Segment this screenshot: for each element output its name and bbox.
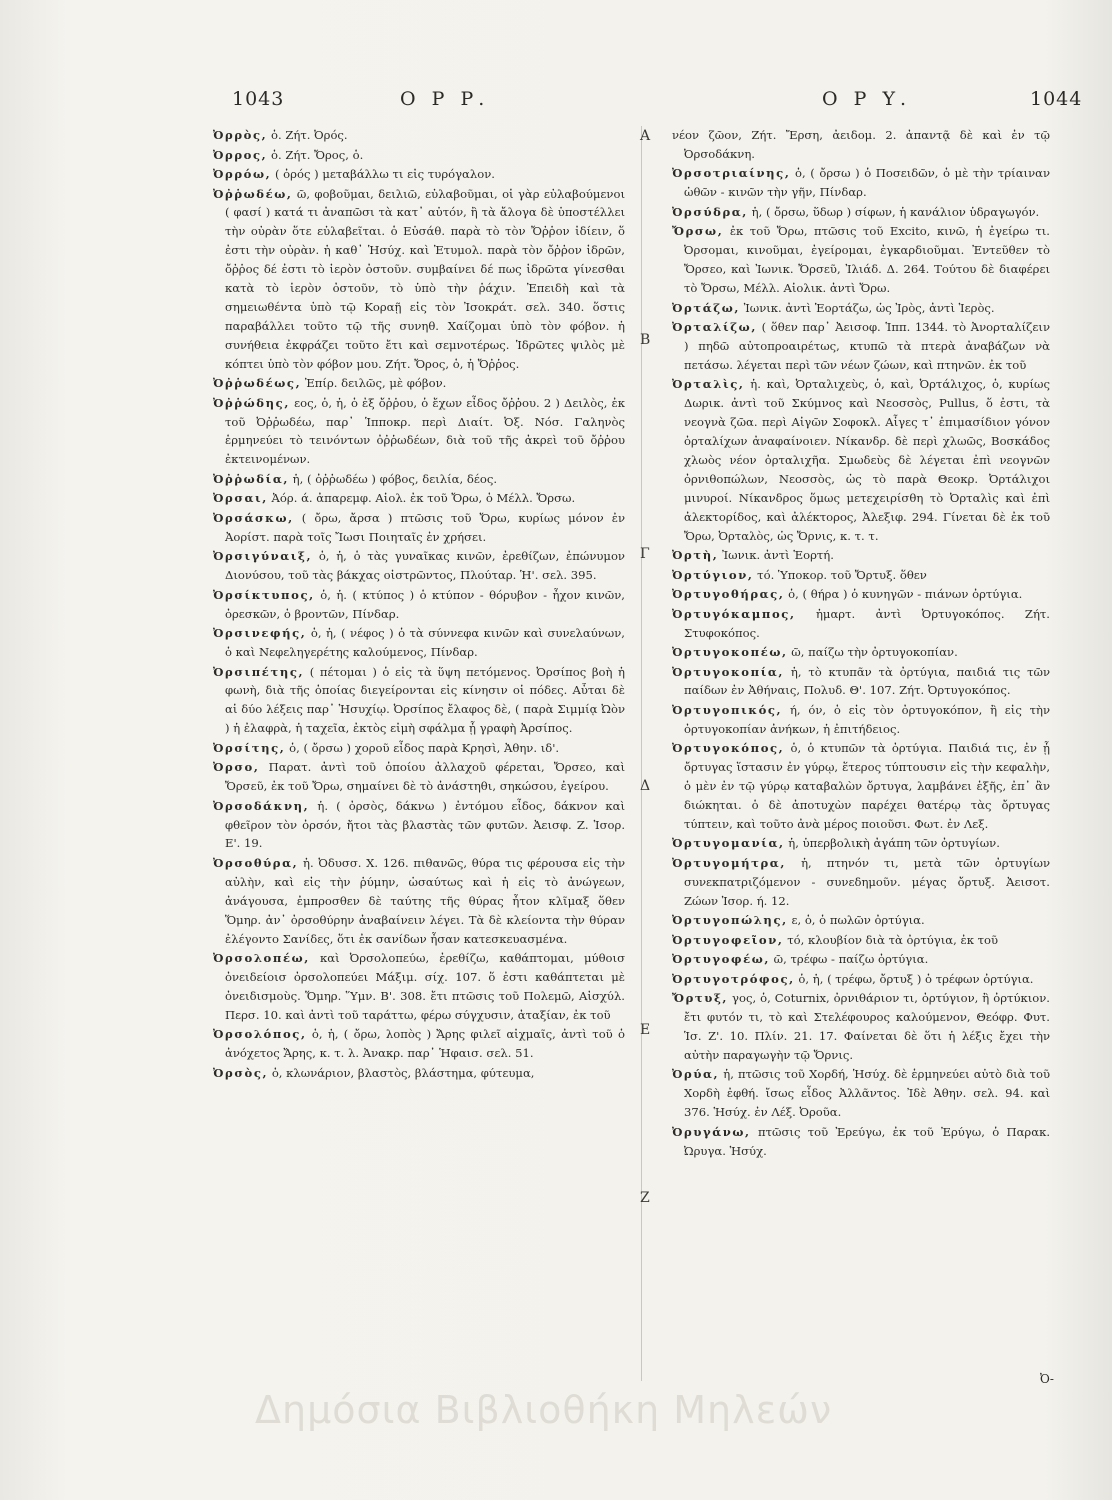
entry-definition: καὶ Ὀρσολοπεύω, ἐρεθίζω, καθάπτομαι, μύθοισ ὀνειδείοισ ὀρσολοπεύει Μάξιμ. σίχ. 107. ὅ ἐστι καθάπτεται μὲ ὀνειδισμοὺς. Ὅμηρ. Ὕμν. Β'. 308. ἔτι πτῶσις τοῦ Πολεμῶ, Αἰσχύλ. Περσ. 10. καὶ ἀντὶ τοῦ ταράττω, φέρω σύγχυσιν, ἀταξίαν, ἐκ τοῦ [225,951,625,1022]
dictionary-entry [213,949,625,1025]
entry-headword: Ὀρσολοπέω, [213,951,310,966]
dictionary-entry [672,222,1050,298]
entry-definition: ὁ, ἡ. ( κτύπος ) ὁ κτύπον - θόρυβον - ἦχον κινῶν, ὀρεσκῶν, ὁ βροντῶν, Πίνδαρ. [225,587,625,621]
entry-headword: Ὀῤῥωδέως, [213,376,302,391]
entry-definition: Ἐπίρ. δειλῶς, μὲ φόβον. [301,376,447,391]
entry-headword: Ὄρσω, [672,224,724,239]
entry-headword: Ὀρσιπέτης, [213,664,305,679]
entry-headword: Ὀρσο, [213,760,260,775]
section-marker: Β [640,332,651,348]
dictionary-entry [213,586,625,624]
dictionary-entry [672,854,1050,911]
dictionary-entry [213,663,625,739]
dictionary-entry [672,375,1050,545]
entry-definition: ἡ, ( ὄρσω, ὕδωρ ) σίφων, ἡ κανάλιον ὑδραγωγόν. [747,204,1040,219]
entry-headword: Ὀρσαι, [213,491,268,506]
entry-definition: Ἰωνικ. ἀντὶ Ἑορτάζω, ὡς Ἰρὸς, ἀντὶ Ἱερὸς. [740,300,995,315]
entry-headword: Ὀρσίτης, [213,740,286,755]
entry-definition: ὁ, ( ὄρσω ) ὁ Ποσειδῶν, ὁ μὲ τὴν τρίαιναν ὠθῶν - κινῶν τὴν γῆν, Πίνδαρ. [684,166,1050,200]
dictionary-entry [672,164,1050,202]
entry-headword: Ὀρταλίζω, [672,320,757,335]
entry-definition: τό, κλουβίον διὰ τὰ ὀρτύγια, ἐκ τοῦ [783,932,999,947]
page-header [0,88,1112,118]
entry-headword: Ὀρταλὶς, [672,377,745,392]
entry-headword: Ὀρτὴ, [672,548,719,563]
entry-headword: Ὀρτάζω, [672,300,741,315]
entry-headword: Ὀρσινεφής, [213,626,307,641]
entry-definition: ῶ, φοβοῦμαι, δειλιῶ, εὐλαβοῦμαι, οἱ γὰρ εὐλαβούμενοι ( φασί ) κατά τι ἀναπῶσι τὰ κατ᾿ αὐτόν, ἢ τὰ ἄλογα δὲ ὑποστέλλει τὴν οὐρὰν ὅτε εὐλαβεῖται. ὁ Εὐσάθ. παρὰ τὸ τὸν Ὄῤῥον ἰδίειν, ὅ ἐστι τὴν οὐρὰν. ἡ καθ᾿ Ἡσύχ. καὶ Ἐτυμολ. παρὰ τὸν ὄῤῥον ἱδρῶν, ὄῤῥος δέ ἐστι τὸ ἱερὸν ὀστοῦν. συμβαίνει δέ πως ἱδρῶτα γίνεσθαι κατὰ τὸ ἱερὸν ὀστοῦν, τὸ ὑπὸ τὴν ῥάχιν. Ἐπειδὴ καὶ τὰ σημειωθέντα ὑπὸ τῷ Κοραῇ εἰς τὸν Ἰσοκράτ. σελ. 340. ὅστις παραβάλλει τοῦτο τῷ τῆς συνηθ. Χαίζομαι ὑπὸ τὸν φόβον. ἡ συνήθεια ἐκφράζει τοῦτο ἔτι καὶ σεμνοτέρως. Ἱδρῶτες ψιλὸς μὲ κόπτει ὑπὸ τὸν φόβον μου. Ζήτ. Ὄρος, ὁ, ἡ Ὄῤῥος. [225,186,625,371]
entry-definition: ἡ. Ὀδυσσ. Χ. 126. πιθανῶς, θύρα τις φέρουσα εἰς τὴν αὐλὴν, καὶ εἰς τὴν ῥύμην, ὡσαύτως καὶ ἡ εἰς τὸ ἀνώγεων, ἀνάγουσα, ἐμπροσθεν δὲ ταύτης τῆς θύρας ἦτον κλῖμαξ ὅθεν Ὅμηρ. ἀν᾿ ὀρσοθύρην ἀναβαίνειν λέγει. Τὰ δὲ κλείοντα τὴν θύραν ἐλέγοντο Σανίδες, ὅτι ἐκ σανίδων ἦσαν κατεσκευασμένα. [225,855,625,946]
entry-definition: ὁ. Ζήτ. Ὀρός. [267,128,348,142]
library-watermark: Δημόσια Βιβλιοθήκη Μηλεών [255,1388,833,1432]
section-marker: Γ [640,546,650,562]
entry-headword: Ὀρτυγοφεῖον, [672,932,784,947]
dictionary-entry [213,146,625,165]
entry-headword: Ὀῤῥωδέω, [213,186,293,201]
entry-headword: Ὀρσίκτυπος, [213,587,315,602]
entry-headword: Ὀρτυγόκαμπος, [672,606,796,621]
entry-headword: Ὀρτυγοθήρας, [672,587,785,602]
entry-definition: ( ὀρός ) μεταβάλλω τι εἰς τυρόγαλον. [271,167,495,181]
dictionary-entry [672,970,1050,989]
page-number-right: 1044 [1030,88,1083,110]
section-marker: Ε [640,1022,651,1038]
section-marker: Ζ [640,1190,650,1206]
entry-definition: ῶ, τρέφω - παίζω ὀρτύγια. [770,952,929,967]
entry-definition: ἡ, πτηνόν τι, μετὰ τῶν ὀρτυγίων συνεκπατριζόμενον - συνεδημοῦν. μέγας ὄρτυξ. Ἀεισοτ. Ζώων Ἱσορ. ή. 12. [684,855,1050,908]
dictionary-entry [213,165,625,184]
entry-definition: Ἰωνικ. ἀντὶ Ἑορτή. [718,548,834,563]
entry-definition: ὁ, ἡ, ( ὄρω, λοπὸς ) Ἄρης φιλεῖ αἰχμαῖς, ἀντὶ τοῦ ὁ ἀνόχετος Ἄρης, κ. τ. λ. Ἀνακρ. παρ᾿ Ἡφαισ. σελ. 51. [225,1027,625,1061]
dictionary-entry [672,663,1050,701]
entry-definition: ε, ὁ, ὁ πωλῶν ὀρτύγια. [787,913,925,928]
entry-headword: Ὀρτυγοπικός, [672,702,783,717]
entry-headword: Ὀῤῥώδης, [213,395,290,410]
entry-definition: τό. Ὑποκορ. τοῦ Ὄρτυξ. ὅθεν [753,567,927,582]
entry-definition: ἡ. ( ὀρσὸς, δάκνω ) ἐντόμου εἶδος, δάκνον καὶ φθεῖρον τὸν ὀρσόν, ἤτοι τὰς βλαστὰς τῶν φυτῶν. Ἀεισφ. Ζ. Ἱσορ. Ε'. 19. [225,798,625,851]
dictionary-entry [672,643,1050,662]
dictionary-entry [213,374,625,393]
dictionary-entry [213,394,625,470]
running-head-right: Ο Ρ Υ. [822,88,912,110]
entry-headword: Ὀρτυγομήτρα, [672,855,786,870]
entry-definition: πτῶσις τοῦ Ἐρεύγω, ἐκ τοῦ Ἐρύγω, ὁ Παρακ. Ὠρυγα. Ἡσύχ. [684,1124,1050,1158]
entry-headword: Ὀρσιγύναιξ, [213,549,313,564]
dictionary-entry [213,1025,625,1063]
entry-definition: ( πέτομαι ) ὁ εἰς τὰ ὕψη πετόμενος. Ὀρσίπος βοὴ ἡ φωνὴ, διὰ τῆς ὁποίας διεγείρονται εἰς κίνησιν οἱ πόδες. Αὗται δὲ αἱ δύο λέξεις παρ᾿ Ἡσυχίῳ. Ὀρσίπος ἔλαφος δὲ, ( παρὰ Σιμμίᾳ Ὠὸν ) ἡ ἐλαφρὰ, ἡ ταχεῖα, ἐκτὸς εἰμὴ σφάλμα ᾖ γραφὴ Ἀρσίπος. [225,664,625,736]
dictionary-entry [213,126,625,145]
section-marker: Δ [640,778,651,794]
dictionary-entry [672,911,1050,930]
entry-headword: Ὀρρόω, [213,167,272,181]
dictionary-entry [213,624,625,662]
entry-headword: Ὀρτυγοτρόφος, [672,971,795,986]
entry-headword: Ὀρτύγιον, [672,567,754,582]
entry-headword: Ὀρσοθύρα, [213,855,299,870]
dictionary-entry [213,758,625,796]
dictionary-entry [672,126,1050,164]
entry-definition: ὁ, κλωνάριον, βλαστὸς, βλάστημα, φύτευμα, [268,1065,535,1080]
entry-headword: Ὀρσολόπος, [213,1027,307,1042]
entry-headword: Ὄρτυξ, [672,991,729,1006]
dictionary-entry [213,739,625,758]
dictionary-entry [672,1123,1050,1161]
entry-headword: Ὀρσάσκω, [213,510,294,525]
entry-headword: Ὀρσὸς, [213,1065,269,1080]
entry-headword: Ὀρτυγοκοπία, [672,664,785,679]
right-column [672,126,1050,1161]
page-number-left: 1043 [232,88,285,110]
dictionary-entry [672,834,1050,853]
entry-headword: Ὀῤῥωδία, [213,471,289,486]
entry-definition: ἡ, πτῶσις τοῦ Χορδή, Ἡσύχ. δὲ ἑρμηνεύει αὐτὸ διὰ τοῦ Χορδὴ ἐφθή. ἴσως εἶδος Ἀλλᾶντος. Ἰδὲ Ἀθην. σελ. 94. καὶ 376. Ἡσύχ. ἐν Λέξ. Ὀροῦα. [684,1067,1050,1120]
entry-definition: Ἀόρ. ά. ἀπαρεμφ. Αἰολ. ἐκ τοῦ Ὄρω, ὁ Μέλλ. Ὄρσω. [267,491,576,506]
dictionary-entry [672,546,1050,565]
entry-definition: νέον ζῶον, Ζήτ. Ἔρση, ἀειδομ. 2. ἀπαντᾷ δὲ καὶ ἐν τῷ Ὀρσοδάκνη. [672,128,1050,161]
dictionary-entry [672,931,1050,950]
entry-definition: ἡ, ὑπερβολικὴ ἀγάπη τῶν ὀρτυγίων. [784,836,1000,851]
entry-definition: ἐκ τοῦ Ὄρω, πτῶσις τοῦ Excito, κινῶ, ἡ ἐγείρω τι. Ὀρσομαι, κινοῦμαι, ἐγείρομαι, ἐγκαρδιοῦμαι. Ἐντεῦθεν τὸ Ὄρσεο, καὶ Ἰωνικ. Ὄρσεῦ, Ἰλιάδ. Δ. 264. Τούτου δὲ διαφέρει τὸ Ὄρσω, Μέλλ. Αἰολικ. ἀντὶ Ὄρω. [684,224,1050,296]
entry-definition: γος, ὁ, Coturnix, ὀρνιθάριον τι, ὀρτύγιον, ἢ ὀρτύκιον. ἔτι φυτόν τι, τὸ καὶ Στελέφουρος καλούμενον, Θεόφρ. Φυτ. Ἱσ. Ζ'. 10. Πλίν. 21. 17. Φαίνεται δὲ ὅτι ἡ λέξις ἔχει τὴν αὐτὴν παραγωγὴν τῷ Ὄρνις. [684,991,1050,1062]
entry-headword: Ὀρρὸς, [213,128,268,142]
dictionary-entry [672,701,1050,739]
dictionary-entry [213,854,625,949]
entry-definition: ( ὄρω, ἄρσα ) πτῶσις τοῦ Ὄρω, κυρίως μόνον ἐν Ἀορίστ. παρὰ τοῖς Ἴωσι Ποιηταῖς ἐν χρήσει. [225,510,625,544]
left-column [213,126,625,1083]
entry-definition: ὁ. Ζήτ. Ὄρος, ὁ. [267,147,364,162]
entry-headword: Ὀρσοτριαίνης, [672,166,791,181]
entry-definition: ὁ, ἡ, ( νέφος ) ὁ τὰ σύννεφα κινῶν καὶ συνελαύνων, ὁ καὶ Νεφεληγερέτης καλούμενος, Πίνδαρ. [225,626,625,659]
entry-definition: ὁ, ( θήρα ) ὁ κυνηγῶν - πιάνων ὀρτύγια. [784,587,1023,602]
entry-headword: Ὀρύα, [672,1067,720,1082]
entry-definition: ἡμαρτ. ἀντὶ Ὀρτυγοκόπος. Ζήτ. Στυφοκόπος. [684,606,1050,640]
entry-headword: Ὀρτυγοφέω, [672,952,770,967]
entry-headword: Ὀρτυγοκόπος, [672,741,785,756]
dictionary-entry [213,797,625,854]
running-head-left: Ο Ρ Ρ. [400,88,490,110]
dictionary-entry [213,470,625,489]
entry-definition: ὁ, ( ὄρσω ) χοροῦ εἶδος παρὰ Κρησὶ, Ἀθην. ιδ'. [285,740,560,755]
dictionary-entry [672,566,1050,585]
dictionary-entry [672,989,1050,1065]
dictionary-entry [672,1065,1050,1122]
dictionary-entry [213,489,625,508]
entry-headword: Ὀρτυγοκοπέω, [672,645,788,659]
dictionary-entry [672,950,1050,969]
dictionary-entry [672,203,1050,222]
entry-headword: Ὀρσοδάκνη, [213,798,310,813]
dictionary-entry [213,1064,625,1083]
entry-definition: Παρατ. ἀντὶ τοῦ ὁποίου ἀλλαχοῦ φέρεται, Ὄρσεο, καὶ Ὄρσεῦ, ἐκ τοῦ Ὄρω, σημαίνει δὲ τὸ ἀνάστηθι, σηκώσου, ἐγείρου. [225,760,625,794]
entry-definition: ( ὅθεν παρ᾿ Ἀεισοφ. Ἱππ. 1344. τὸ Ἀνορταλίζειν ) πηδῶ αὐτοπροαιρέτως, κτυπῶ τὰ πτερὰ ἀναβάζων νὰ πετάσω. λέγεται περὶ τῶν νέων ζώων, καὶ πτηνῶν. ἐκ τοῦ [684,320,1050,372]
entry-definition: ὁ, ἡ, ( τρέφω, ὄρτυξ ) ὁ τρέφων ὀρτύγια. [794,971,1034,986]
dictionary-entry [672,739,1050,834]
section-marker: Α [640,128,651,144]
entry-definition: εος, ὁ, ἡ, ὁ ἐξ ὄῤῥου, ὁ ἔχων εἶδος ὄῤῥου. 2 ) Δειλὸς, ἐκ τοῦ Ὀῤῥωδέω, παρ᾿ Ἱπποκρ. περὶ Διαίτ. Ὀξ. Νόσ. Γαληνὸς ἑρμηνεύει τὸ τεινόντων ὀῤῥωδέων, διὰ τοῦ τῆς ἀκρεὶ τοῦ ὄῤῥου ἐκτεινομένων. [225,395,625,467]
dictionary-entry [672,299,1050,318]
entry-headword: Ὀρτυγομανία, [672,836,785,851]
entry-headword: Ὀρτυγοπώλης, [672,913,788,928]
entry-definition: ἡ. καὶ, Ὀρταλιχεὺς, ὁ, καὶ, Ὀρτάλιχος, ὁ, κυρίως Δωρικ. ἀντὶ τοῦ Σκύμνος καὶ Νεοσσὸς, Pullus, ὅ ἐστι, τὰ νεογνὰ ζῶα. περὶ Αἰγῶν Σοφοκλ. Αἶγες τ᾿ ἐπιμασίδιον γόνον ὀρταλίχων ἀναφαίνοιεν. Νίκανδρ. δὲ περὶ χλωῶς, Βοσκάδος χλωὸς νέον ὀρταλιχῆα. Σμωδεὺς δὲ λέγεται ἐπὶ νεογνῶν ὀρνιθοπώλων, Νεοσσὸς, ὡς τὸ παρὰ Θεοκρ. Ὀρτάλιχοι μινυροί. Νίκανδρος ὅμως μετεχειρίσθη τὸ Ὀρταλὶς καὶ ἐπὶ ἀλεκτορίδος, καὶ ἀλέκτορος, Ἀλεξιφ. 294. Γίνεται δὲ ἐκ τοῦ Ὄρω, Ὀρταλὸς, ὡς Ὄρνις, κ. τ. τ. [684,377,1050,543]
entry-headword: Ὀρρος, [213,147,268,162]
entry-definition: ἡ, ( ὀῤῥωδέω ) φόβος, δειλία, δέος. [289,471,498,486]
entry-definition: ῶ, παίζω τὴν ὀρτυγοκοπίαν. [787,645,958,659]
dictionary-entry [672,318,1050,375]
entry-headword: Ὀρυγάνω, [672,1124,751,1139]
dictionary-entry [672,585,1050,604]
entry-definition: ή, όν, ὁ εἰς τὸν ὀρτυγοκόπον, ἢ εἰς τὴν ὀρτυγοκοπίαν ἀνήκων, ἡ ἐπιτήδειος. [684,702,1050,736]
dictionary-entry [213,185,625,374]
entry-headword: Ὀρσύδρα, [672,204,748,219]
entry-definition: ὁ, ἡ, ὁ τὰς γυναῖκας κινῶν, ἐρεθίζων, ἐπώνυμον Διονύσου, τοῦ τὰς βάκχας οἰστρῶντος, Πλούταρ. Ἡ'. σελ. 395. [225,549,625,583]
dictionary-entry [213,547,625,585]
entry-definition: ἡ, τὸ κτυπᾶν τὰ ὀρτύγια, παιδιά τις τῶν παίδων ἐν Ἀθήναις, Πολυδ. Θ'. 107. Ζήτ. Ὀρτυγοκόπος. [684,664,1050,698]
dictionary-entry [213,509,625,547]
catchword: Ὀ- [1040,1372,1054,1386]
entry-definition: ὁ, ὁ κτυπῶν τὰ ὀρτύγια. Παιδιά τις, ἐν ᾗ ὄρτυγας ἵστασιν ἐν γύρῳ, ἕτερος τύπτουσιν εἰς τὴν κεφαλὴν, ὁ μὲν ἐν τῷ γύρῳ καταβαλὼν ὄρτυγα, λαμβάνει ἑξῆς, ἐπ᾿ ἂν διώκηται. ὁ δὲ ἀποτυχὼν παρέχει θατέρῳ τὰς ὄρτυγας τύπτειν, καὶ τοῦτο ἀνὰ μέρος ποιοῦσι. Φωτ. ἐν Λεξ. [684,741,1050,831]
dictionary-entry [672,605,1050,643]
